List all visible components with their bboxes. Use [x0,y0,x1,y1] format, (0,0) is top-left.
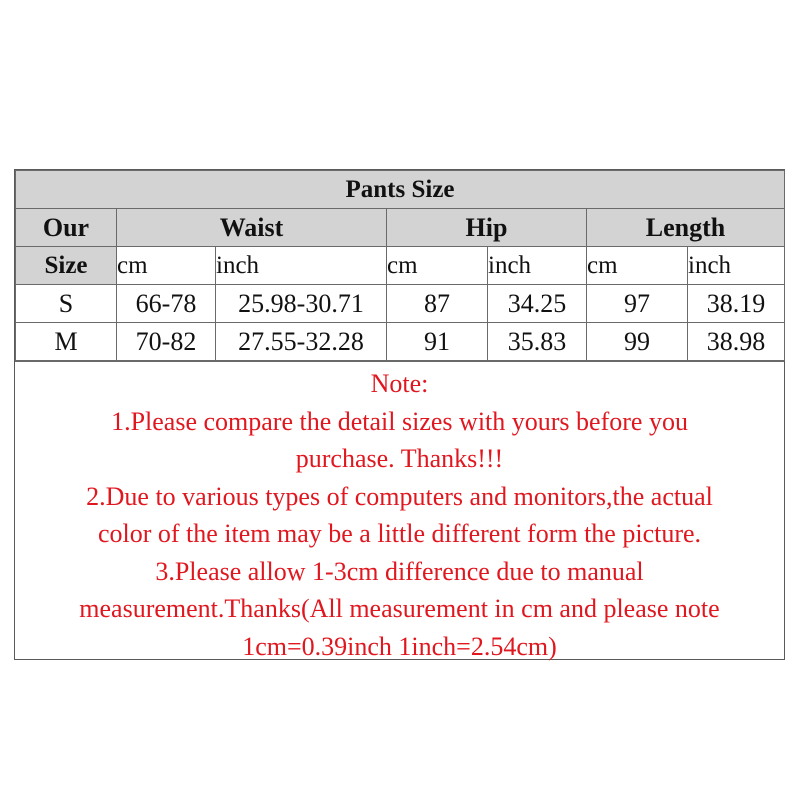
waist-unit-cm: cm [117,247,216,285]
table-title-row [16,171,785,209]
note-line: 3.Please allow 1-3cm difference due to manual [155,556,644,586]
table-row [16,285,785,323]
length-inch-cell: 38.19 [688,285,785,323]
length-header: Length [587,209,785,247]
size-header-bottom: Size [16,247,117,285]
size-cell: S [16,285,117,323]
waist-cm-cell: 66-78 [117,285,216,323]
note-line: color of the item may be a little different form the picture. [97,519,702,548]
table-row [16,323,785,361]
length-unit-cm: cm [587,247,688,285]
note-heading: Note: [370,369,429,398]
waist-unit-inch: inch [216,247,387,285]
size-header-top: Our [16,209,117,247]
hip-unit-cm: cm [387,247,488,285]
hip-cm-cell: 87 [387,285,488,323]
hip-cm-cell: 91 [387,323,488,361]
pants-size-table [15,170,785,361]
waist-inch-cell: 25.98-30.71 [216,285,387,323]
length-inch-cell: 38.98 [688,323,785,361]
size-chart [14,169,785,660]
note-line: measurement.Thanks(All measurement in cm and please note [79,594,720,623]
hip-inch-cell: 35.83 [488,323,587,361]
length-cm-cell: 97 [587,285,688,323]
note-line: 1.Please compare the detail sizes with yours before you [111,406,688,436]
waist-inch-cell: 27.55-32.28 [216,323,387,361]
waist-cm-cell: 70-82 [117,323,216,361]
hip-unit-inch: inch [488,247,587,285]
notes-section [15,361,784,665]
length-unit-inch: inch [688,247,785,285]
waist-header: Waist [117,209,387,247]
note-line: purchase. Thanks!!! [295,444,504,473]
note-line: 1cm=0.39inch 1inch=2.54cm) [242,631,557,661]
hip-inch-cell: 34.25 [488,285,587,323]
measure-header-row [16,209,785,247]
note-line: 2.Due to various types of computers and monitors,the actual [86,481,713,511]
length-cm-cell: 99 [587,323,688,361]
hip-header: Hip [387,209,587,247]
table-title: Pants Size [16,171,785,209]
unit-header-row [16,247,785,285]
size-cell: M [16,323,117,361]
